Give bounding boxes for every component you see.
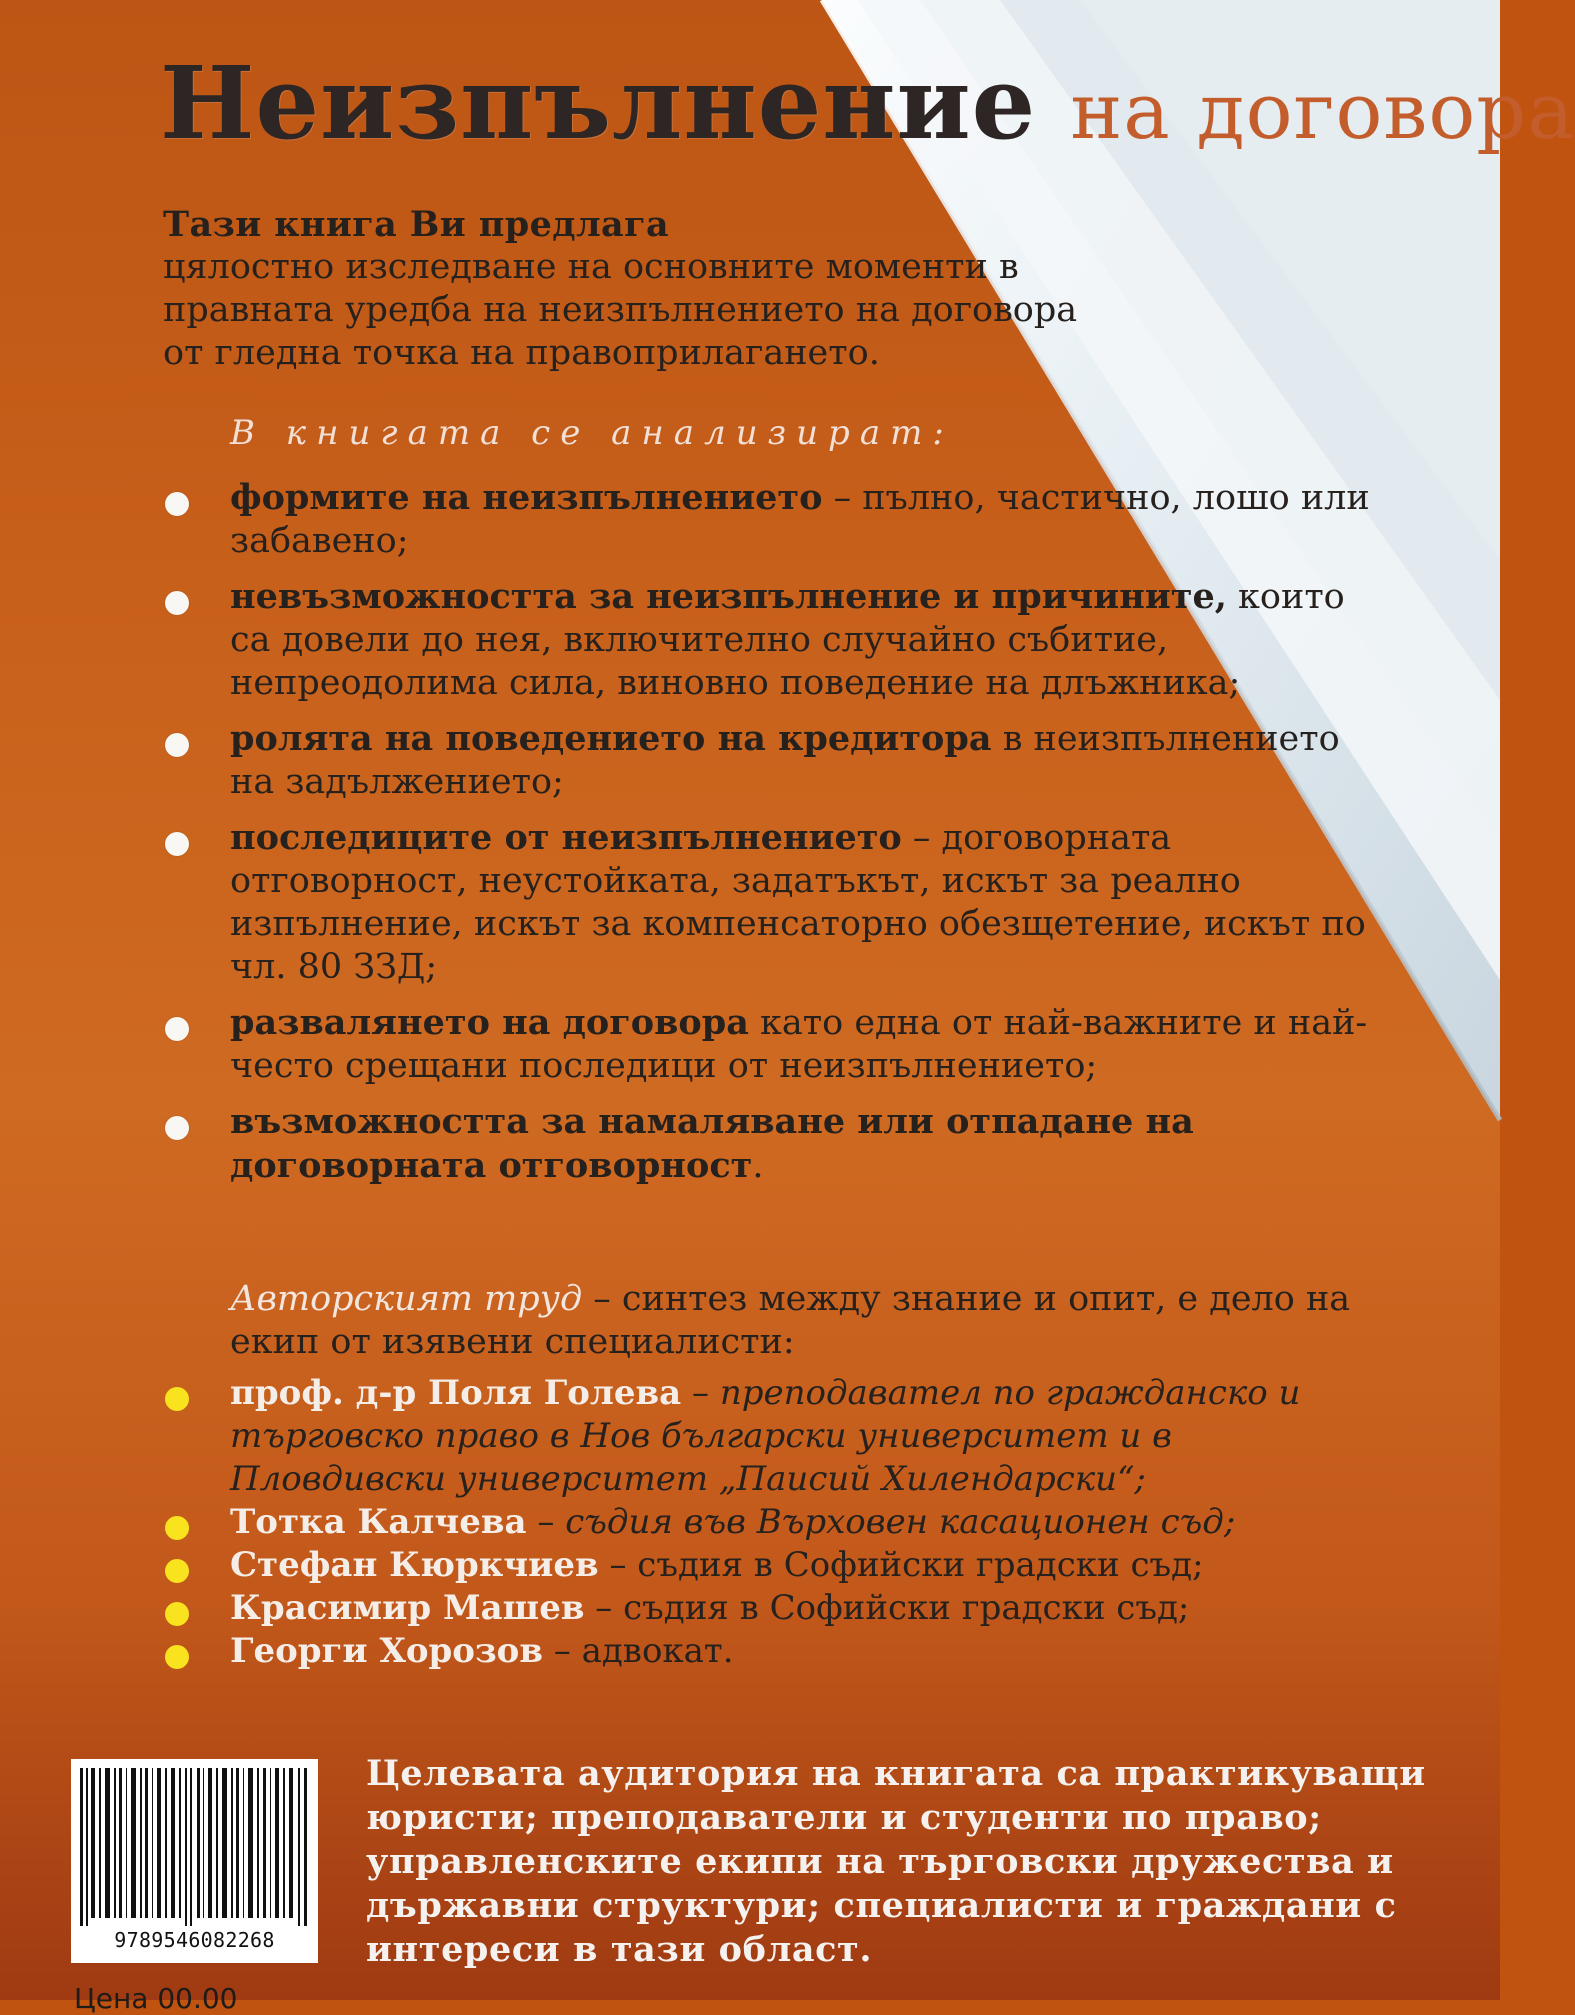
- white-bullet-icon: [165, 1017, 189, 1041]
- white-bullet-icon: [165, 591, 189, 615]
- white-bullet-icon: [165, 1116, 189, 1140]
- list-item: [165, 575, 1390, 705]
- author-item: [165, 1587, 1390, 1630]
- author-description: адвокат.: [581, 1631, 734, 1671]
- author-dash: –: [542, 1631, 582, 1671]
- analysis-list: [165, 476, 1390, 1200]
- list-item: [165, 1001, 1390, 1088]
- barcode-icon: [79, 1768, 310, 1926]
- list-item-bold: възможността за намаляване или отпадане на договорната отговорност: [230, 1101, 1194, 1186]
- intro-lead: Тази книга Ви предлага: [163, 204, 670, 245]
- isbn-number: 9789546082268: [114, 1928, 275, 1952]
- list-item: [165, 1100, 1390, 1188]
- author-item: [165, 1501, 1390, 1544]
- list-item-text: .: [752, 1146, 764, 1186]
- author-name: Георги Хорозов: [230, 1631, 543, 1671]
- list-item-text: – пълно, частично, лошо или забавено;: [230, 478, 1370, 561]
- list-item: [165, 717, 1390, 804]
- title-main: Неизпълнение: [160, 44, 1037, 162]
- yellow-bullet-icon: [165, 1516, 189, 1540]
- yellow-bullet-icon: [165, 1559, 189, 1583]
- barcode-label: [71, 1759, 318, 1963]
- white-bullet-icon: [165, 492, 189, 516]
- author-description: преподавател по гражданско и търговско право в Нов български университет и в Пловдивски университет „Паисий Хилендарски“;: [230, 1373, 1301, 1499]
- list-item-bold: развалянето на договора: [230, 1002, 749, 1043]
- author-description: съдия в Софийски градски съд;: [623, 1588, 1190, 1628]
- authors-intro-italic: Авторският труд: [230, 1279, 583, 1319]
- authors-intro: [230, 1278, 1390, 1364]
- list-item-text: като една от най-важните и най-често срещани последици от неизпълнението;: [230, 1003, 1368, 1086]
- white-bullet-icon: [165, 733, 189, 757]
- author-name: проф. д-р Поля Голева: [230, 1373, 682, 1413]
- author-dash: –: [681, 1373, 720, 1413]
- book-title: [160, 44, 1575, 162]
- analysis-heading: В книгата се анализират:: [230, 413, 954, 453]
- list-item: [165, 816, 1390, 989]
- author-name: Красимир Машев: [230, 1588, 585, 1628]
- list-item-text: които са довели до нея, включително случайно събитие, непреодолима сила, виновно поведение на длъжника;: [230, 577, 1345, 703]
- author-dash: –: [584, 1588, 624, 1628]
- list-item-bold: ролята на поведението на кредитора: [230, 718, 992, 759]
- list-item-text: в неизпълнението на задължението;: [230, 719, 1340, 802]
- authors-list: [165, 1372, 1390, 1673]
- price-label: Цена 00.00: [74, 1982, 238, 2015]
- author-dash: –: [526, 1502, 566, 1542]
- title-subtitle: на договора: [1070, 67, 1575, 157]
- author-name: Стефан Кюркчиев: [230, 1545, 599, 1585]
- white-bullet-icon: [165, 832, 189, 856]
- yellow-bullet-icon: [165, 1602, 189, 1626]
- yellow-bullet-icon: [165, 1387, 189, 1411]
- list-item: [165, 476, 1390, 563]
- author-description: съдия в Софийски градски съд;: [637, 1545, 1204, 1585]
- author-item: [165, 1372, 1390, 1501]
- list-item-text: – договорната отговорност, неустойката, задатъкът, искът за реално изпълнение, искът за компенсаторно обезщетение, искът по чл. 80 ЗЗД;: [230, 818, 1366, 987]
- list-item-bold: невъзможността за неизпълнение и причините,: [230, 576, 1227, 617]
- intro-body: цялостно изследване на основните моменти в правната уредба на неизпълнението на договора от гледна точка на правоприлагането.: [163, 247, 1078, 373]
- list-item-bold: последиците от неизпълнението: [230, 817, 902, 858]
- author-dash: –: [598, 1545, 638, 1585]
- authors-intro-text: – синтез между знание и опит, е дело на екип от изявени специалисти:: [230, 1279, 1351, 1362]
- yellow-bullet-icon: [165, 1645, 189, 1669]
- author-item: [165, 1544, 1390, 1587]
- author-name: Тотка Калчева: [230, 1502, 527, 1542]
- author-description: съдия във Върховен касационен съд;: [565, 1502, 1236, 1542]
- list-item-bold: формите на неизпълнението: [230, 477, 823, 518]
- intro-paragraph: [163, 203, 1113, 375]
- author-item: [165, 1630, 1390, 1673]
- target-audience: Целевата аудитория на книгата са практикуващи юристи; преподаватели и студенти по право; управленските екипи на търговски дружества и държавни структури; специалисти и граждани с интереси в тази област.: [366, 1753, 1426, 1970]
